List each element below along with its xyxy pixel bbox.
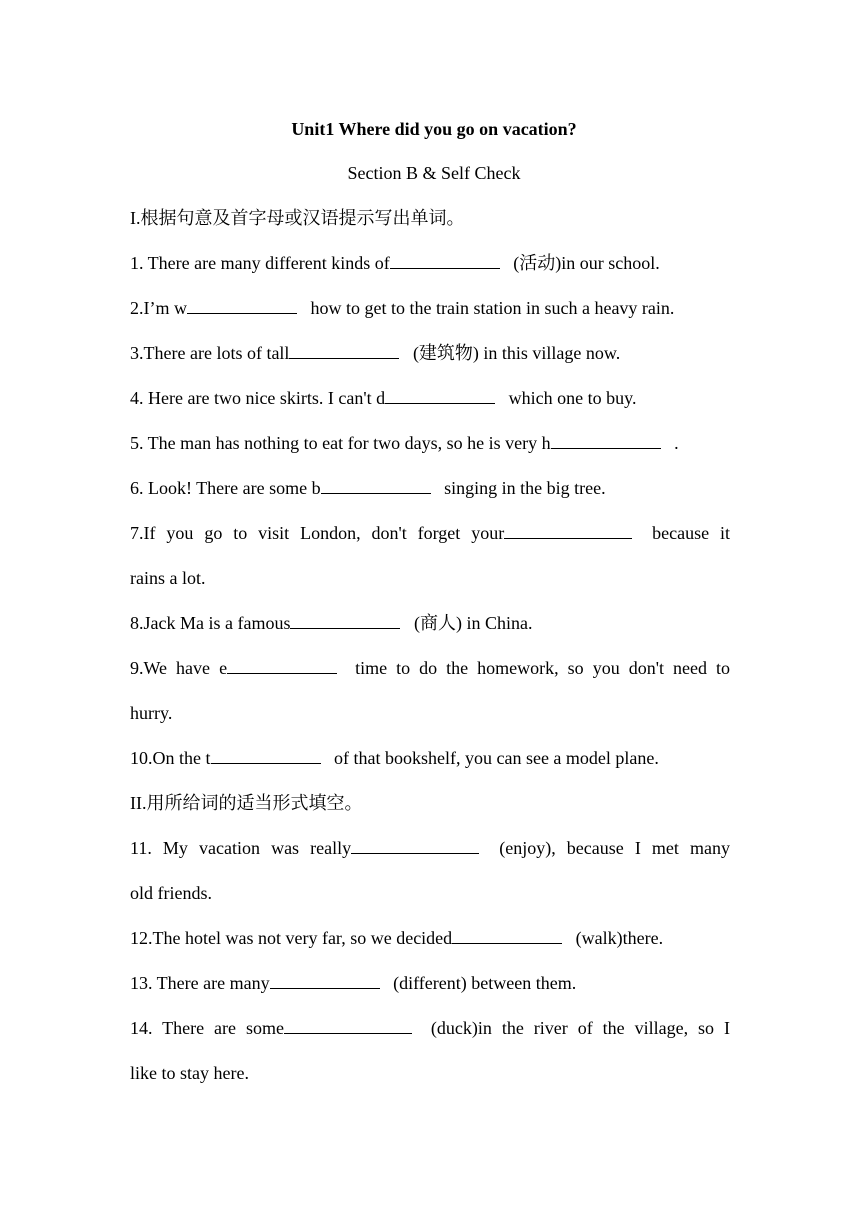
question-2: 2.I’m w how to get to the train station in such a heavy rain. <box>130 298 675 318</box>
question-5: 5. The man has nothing to eat for two days, so he is very h . <box>130 433 679 453</box>
answer-blank[interactable] <box>227 656 337 674</box>
question-7-continued: rains a lot. <box>130 568 206 588</box>
page-subtitle: Section B & Self Check <box>347 163 521 183</box>
question-13: 13. There are many (different) between them. <box>130 973 577 993</box>
question-12: 12.The hotel was not very far, so we decided (walk)there. <box>130 928 664 948</box>
answer-blank[interactable] <box>270 971 380 989</box>
answer-blank[interactable] <box>385 386 495 404</box>
answer-blank[interactable] <box>290 611 400 629</box>
answer-blank[interactable] <box>321 476 431 494</box>
answer-blank[interactable] <box>284 1016 412 1034</box>
page-title: Unit1 Where did you go on vacation? <box>291 119 577 139</box>
answer-blank[interactable] <box>551 431 661 449</box>
question-11: 11. My vacation was really (enjoy), because I met many <box>130 838 730 858</box>
question-8: 8.Jack Ma is a famous (商人) in China. <box>130 613 533 633</box>
question-3: 3.There are lots of tall (建筑物) in this village now. <box>130 343 621 363</box>
question-4: 4. Here are two nice skirts. I can't d which one to buy. <box>130 388 637 408</box>
answer-blank[interactable] <box>452 926 562 944</box>
question-14: 14. There are some (duck)in the river of the village, so I <box>130 1018 730 1038</box>
answer-blank[interactable] <box>351 836 479 854</box>
answer-blank[interactable] <box>211 746 321 764</box>
part2-heading: II.用所给词的适当形式填空。 <box>130 793 363 813</box>
question-7: 7.If you go to visit London, don't forget your because it <box>130 523 730 543</box>
question-6: 6. Look! There are some b singing in the big tree. <box>130 478 606 498</box>
worksheet-content <box>130 112 730 1096</box>
answer-blank[interactable] <box>187 296 297 314</box>
part1-heading: I.根据句意及首字母或汉语提示写出单词。 <box>130 208 465 228</box>
question-9-continued: hurry. <box>130 703 173 723</box>
question-9: 9.We have e time to do the homework, so you don't need to <box>130 658 730 678</box>
question-14-continued: like to stay here. <box>130 1063 249 1083</box>
question-1: 1. There are many different kinds of (活动)in our school. <box>130 253 660 273</box>
question-10: 10.On the t of that bookshelf, you can see a model plane. <box>130 748 659 768</box>
question-11-continued: old friends. <box>130 883 212 903</box>
answer-blank[interactable] <box>289 341 399 359</box>
answer-blank[interactable] <box>390 251 500 269</box>
answer-blank[interactable] <box>504 521 632 539</box>
